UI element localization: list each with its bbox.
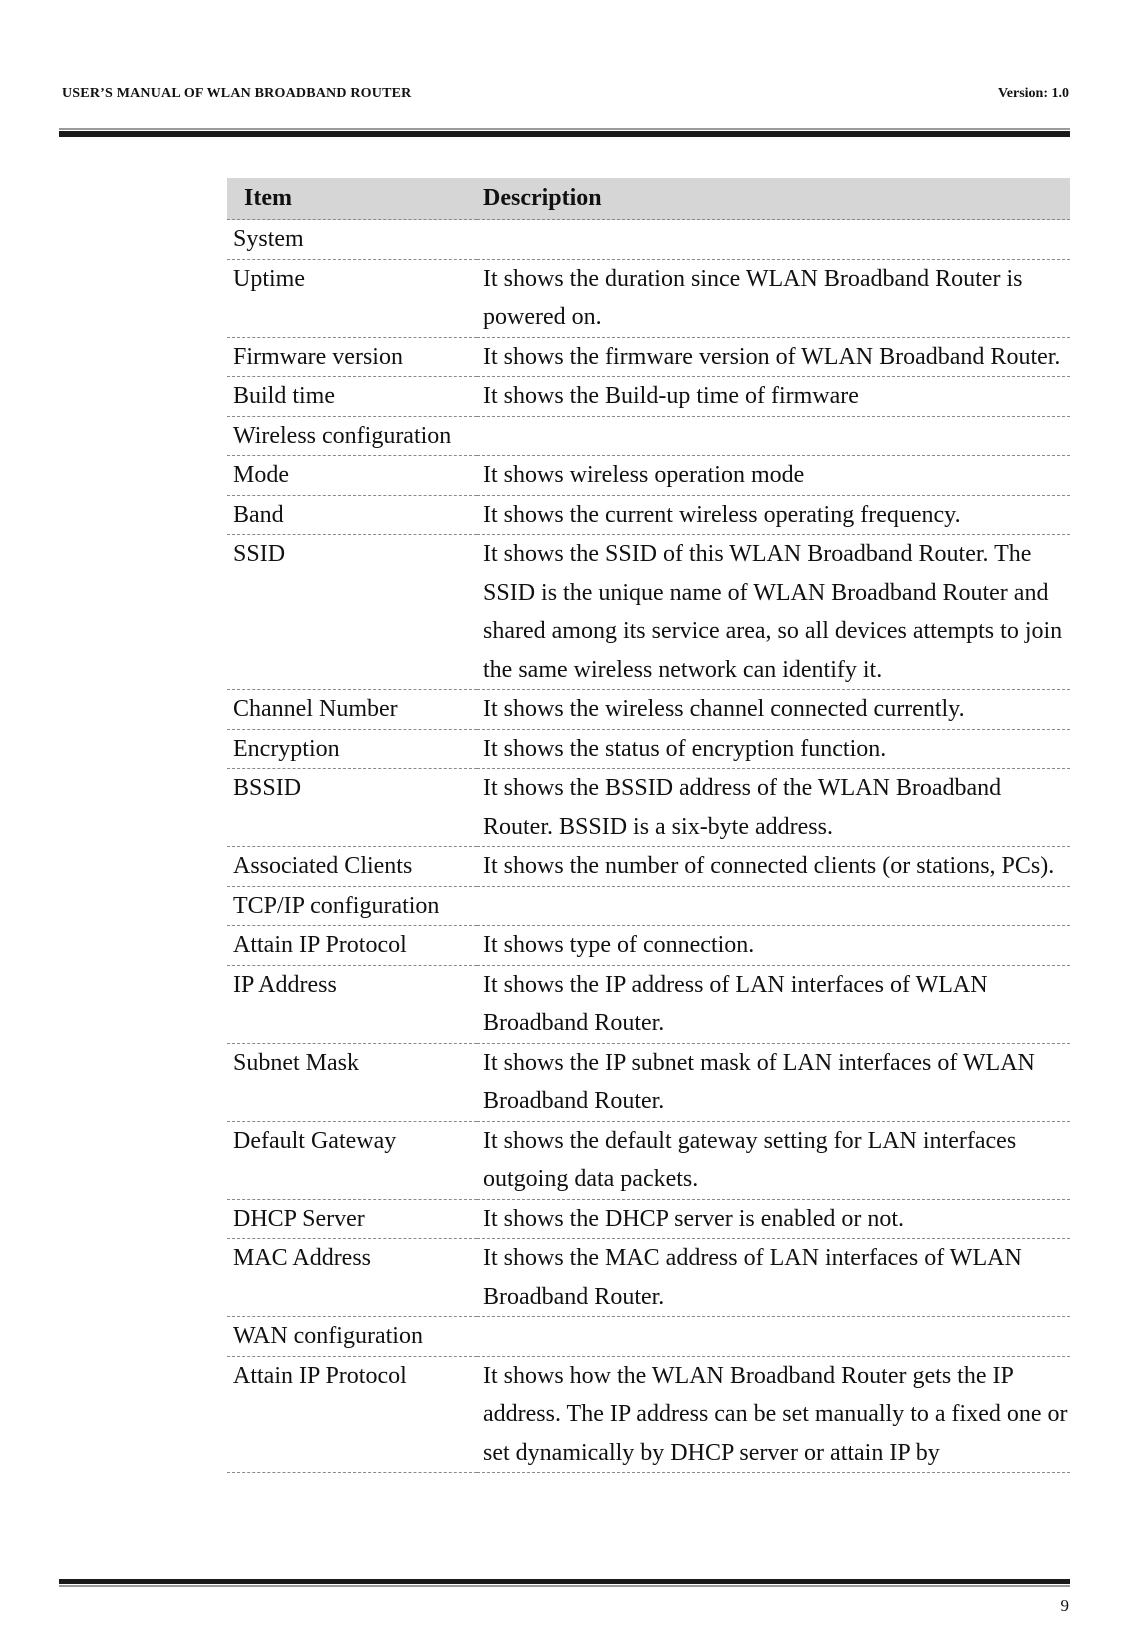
row-item: Uptime xyxy=(227,259,477,337)
table-row xyxy=(227,535,1070,690)
description-column-header: Description xyxy=(477,178,1070,220)
table-body xyxy=(227,220,1070,1473)
row-item: DHCP Server xyxy=(227,1199,477,1239)
row-item: Build time xyxy=(227,377,477,417)
footer-divider xyxy=(59,1579,1070,1587)
row-item: WAN configuration xyxy=(227,1317,477,1357)
table-row xyxy=(227,926,1070,966)
table-row xyxy=(227,259,1070,337)
table-row xyxy=(227,729,1070,769)
row-item: Firmware version xyxy=(227,337,477,377)
row-item: Attain IP Protocol xyxy=(227,926,477,966)
row-item: TCP/IP configuration xyxy=(227,886,477,926)
table-row xyxy=(227,1356,1070,1473)
row-description: It shows the IP address of LAN interfaces of WLAN Broadband Router. xyxy=(477,965,1070,1043)
row-description: It shows the IP subnet mask of LAN interfaces of WLAN Broadband Router. xyxy=(477,1043,1070,1121)
row-item: MAC Address xyxy=(227,1239,477,1317)
table-row xyxy=(227,769,1070,847)
table-row xyxy=(227,1239,1070,1317)
table-row xyxy=(227,495,1070,535)
row-description: It shows the wireless channel connected currently. xyxy=(477,690,1070,730)
table-row xyxy=(227,847,1070,887)
document-version: Version: 1.0 xyxy=(997,86,1069,101)
row-description: It shows the SSID of this WLAN Broadband Router. The SSID is the unique name of WLAN Broadband Router and shared among its service area, so all devices attempts to join the same wireless network can identify it. xyxy=(477,535,1070,690)
row-description xyxy=(477,220,1070,260)
table-row xyxy=(227,377,1070,417)
row-item: System xyxy=(227,220,477,260)
row-item: BSSID xyxy=(227,769,477,847)
table-row xyxy=(227,965,1070,1043)
row-description xyxy=(477,1317,1070,1357)
row-description: It shows the Build-up time of firmware xyxy=(477,377,1070,417)
row-item: Associated Clients xyxy=(227,847,477,887)
row-item: Default Gateway xyxy=(227,1121,477,1199)
row-item: Mode xyxy=(227,456,477,496)
table-row xyxy=(227,1043,1070,1121)
table-row xyxy=(227,1199,1070,1239)
row-description: It shows the DHCP server is enabled or not. xyxy=(477,1199,1070,1239)
row-item: Encryption xyxy=(227,729,477,769)
row-item: SSID xyxy=(227,535,477,690)
table-row xyxy=(227,220,1070,260)
table-header-row xyxy=(227,178,1070,220)
row-description: It shows the firmware version of WLAN Broadband Router. xyxy=(477,337,1070,377)
document-header-title: USER’S MANUAL OF WLAN BROADBAND ROUTER xyxy=(62,86,412,101)
row-description: It shows the BSSID address of the WLAN Broadband Router. BSSID is a six-byte address. xyxy=(477,769,1070,847)
row-item: IP Address xyxy=(227,965,477,1043)
row-description xyxy=(477,416,1070,456)
table-row xyxy=(227,1121,1070,1199)
header-divider xyxy=(59,128,1070,137)
table-row xyxy=(227,690,1070,730)
row-description: It shows the duration since WLAN Broadband Router is powered on. xyxy=(477,259,1070,337)
table-row xyxy=(227,886,1070,926)
table-row xyxy=(227,337,1070,377)
row-description: It shows type of connection. xyxy=(477,926,1070,966)
row-description: It shows wireless operation mode xyxy=(477,456,1070,496)
row-description: It shows the status of encryption function. xyxy=(477,729,1070,769)
table-row xyxy=(227,456,1070,496)
status-description-table xyxy=(227,178,1070,1473)
row-item: Wireless configuration xyxy=(227,416,477,456)
row-item: Attain IP Protocol xyxy=(227,1356,477,1473)
table-row xyxy=(227,1317,1070,1357)
table-row xyxy=(227,416,1070,456)
row-description: It shows the MAC address of LAN interfaces of WLAN Broadband Router. xyxy=(477,1239,1070,1317)
row-description: It shows the default gateway setting for LAN interfaces outgoing data packets. xyxy=(477,1121,1070,1199)
row-description: It shows the number of connected clients (or stations, PCs). xyxy=(477,847,1070,887)
item-column-header: Item xyxy=(227,178,477,220)
row-description xyxy=(477,886,1070,926)
row-description: It shows how the WLAN Broadband Router gets the IP address. The IP address can be set manually to a fixed one or set dynamically by DHCP server or attain IP by xyxy=(477,1356,1070,1473)
page-number: 9 xyxy=(1060,1596,1069,1615)
row-item: Subnet Mask xyxy=(227,1043,477,1121)
row-item: Channel Number xyxy=(227,690,477,730)
status-description-table-container xyxy=(227,178,1070,1473)
row-description: It shows the current wireless operating frequency. xyxy=(477,495,1070,535)
row-item: Band xyxy=(227,495,477,535)
